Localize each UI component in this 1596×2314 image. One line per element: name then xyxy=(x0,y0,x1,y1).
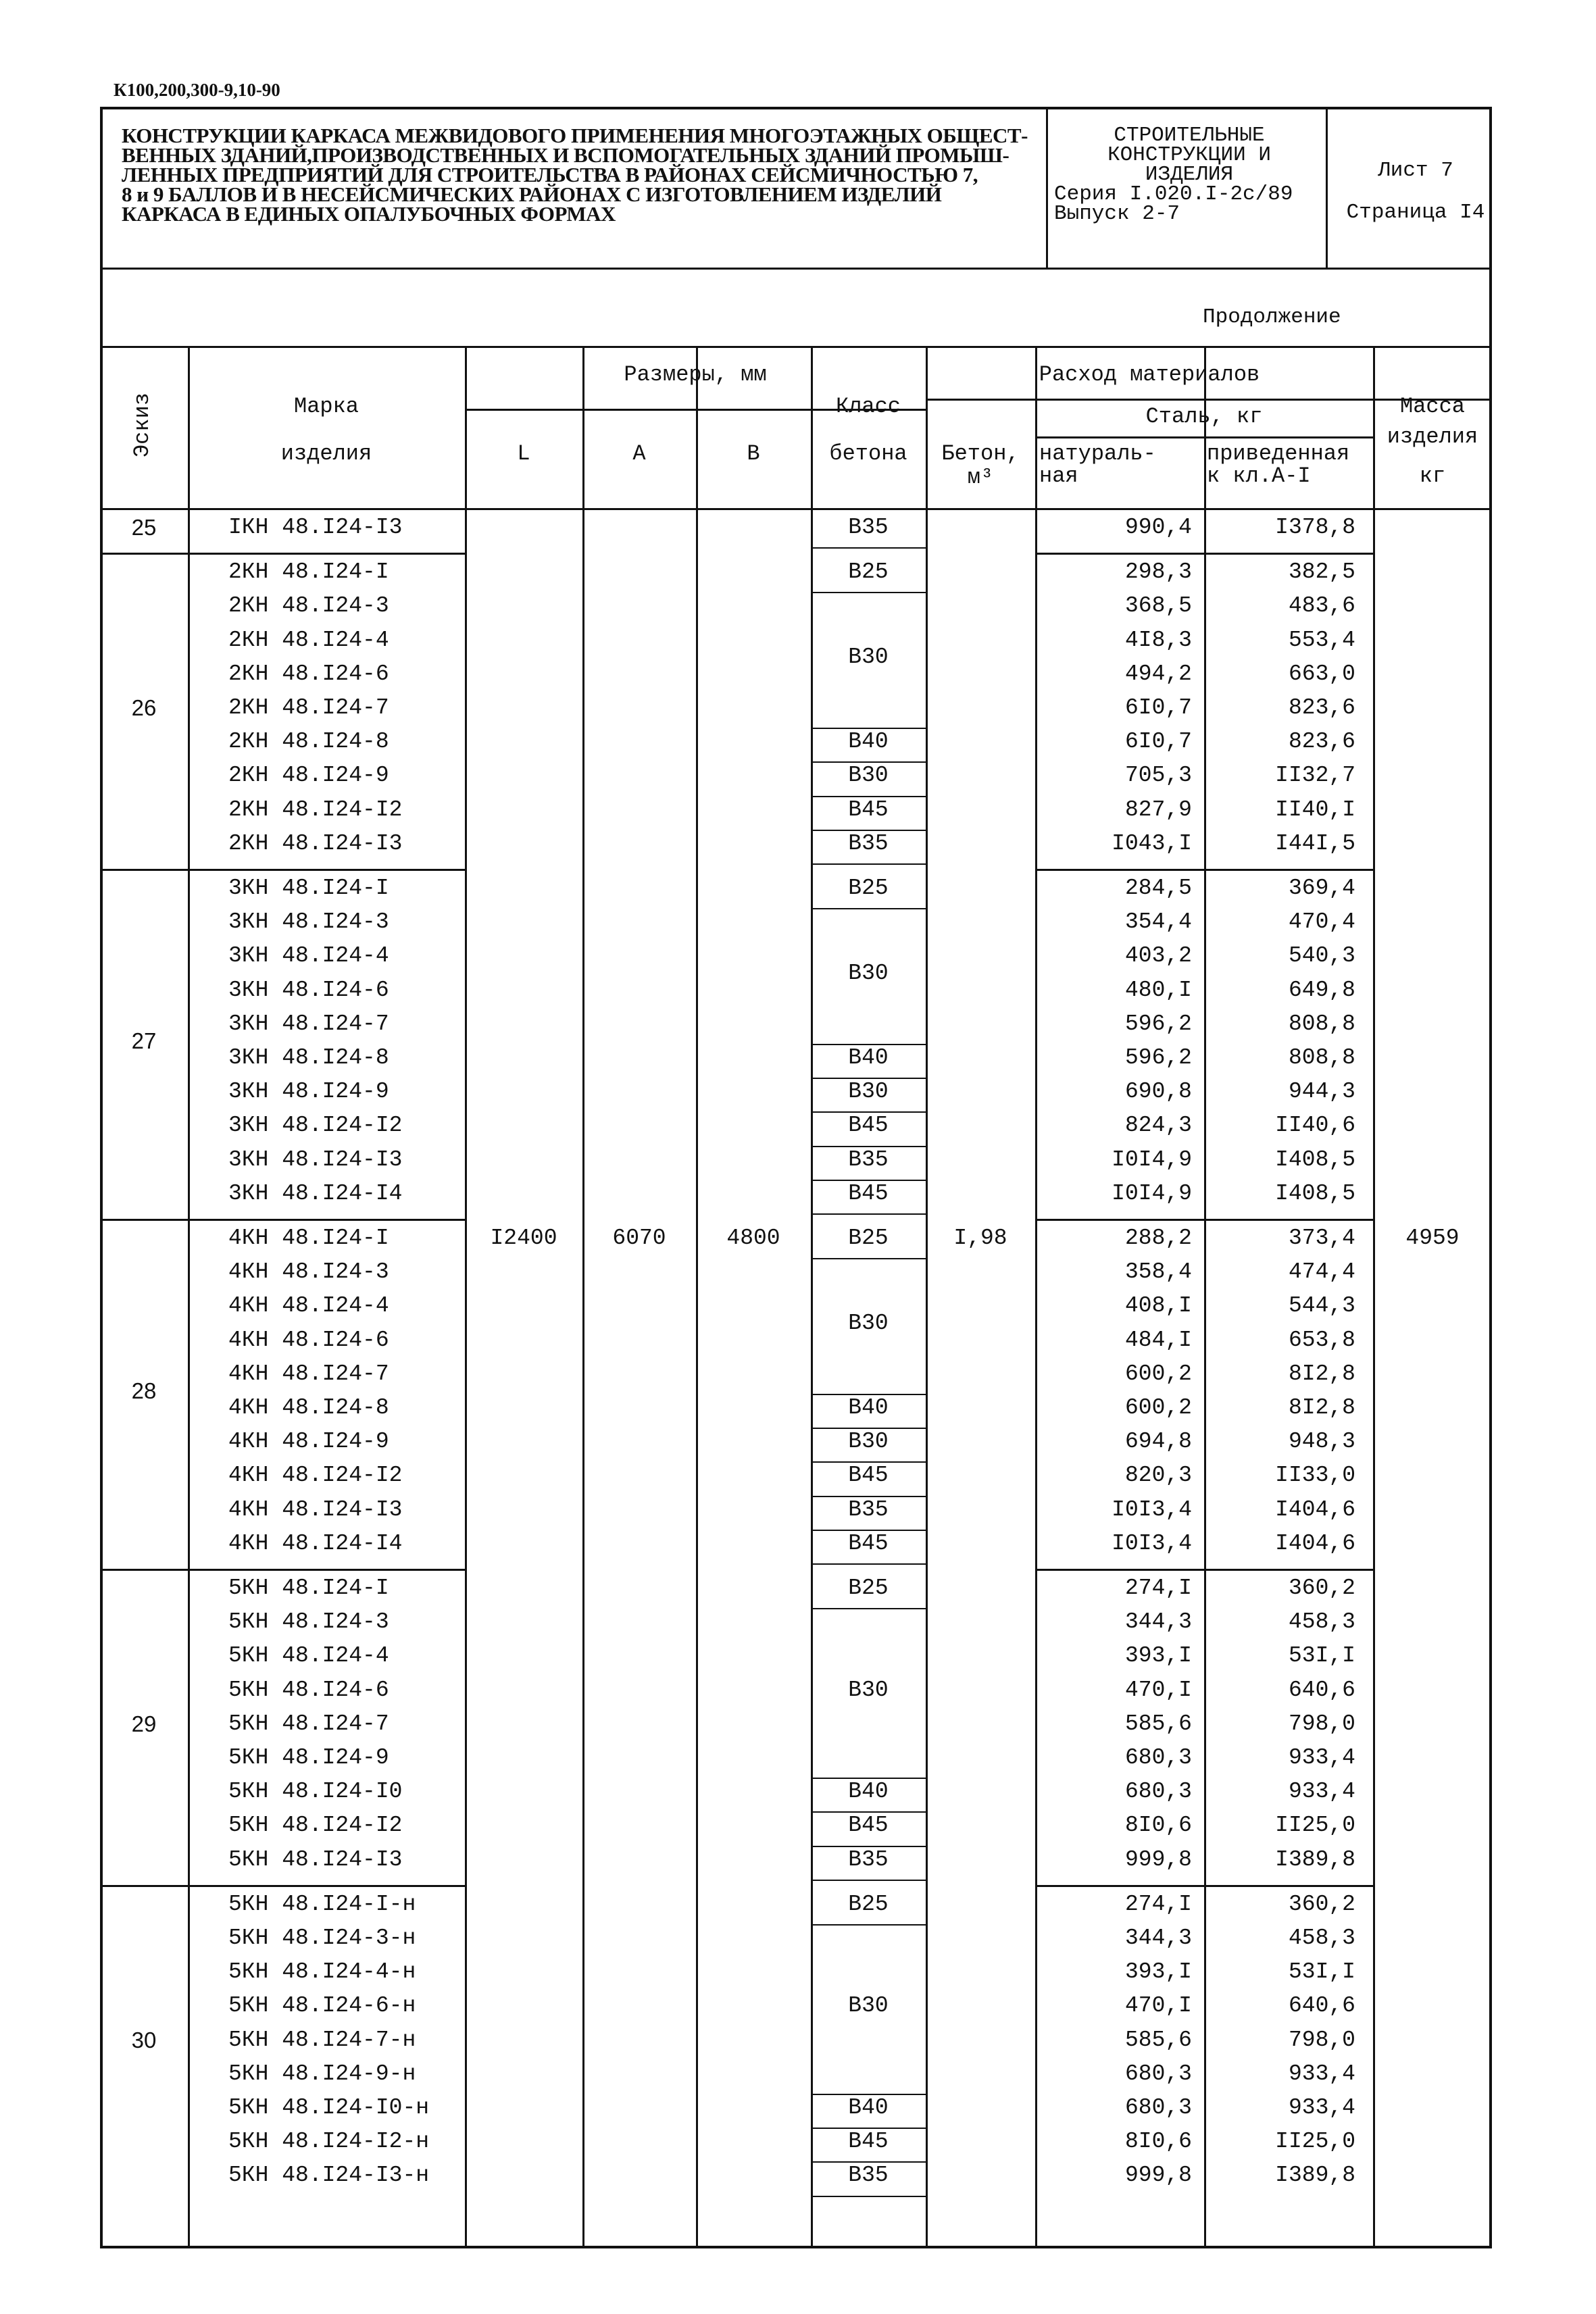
concrete-class: B40 xyxy=(848,729,889,755)
concrete-class: B25 xyxy=(848,1891,889,1917)
product-mark: 5КН 48.I24-I3 xyxy=(228,1846,403,1872)
steel-natural-value: I0I4,9 xyxy=(1112,1147,1192,1172)
product-mark: 3КН 48.I24-I3 xyxy=(228,1147,403,1172)
klass-header-2: бетона xyxy=(829,441,907,466)
steel-natural-value: 470,I xyxy=(1124,1677,1192,1703)
steel-natural-value: 585,6 xyxy=(1124,2027,1192,2053)
product-mark: 4КН 48.I24-I3 xyxy=(228,1496,403,1522)
steel-natural-value: 288,2 xyxy=(1124,1226,1192,1251)
eskiz-header: Эскиз xyxy=(130,393,155,458)
steel-reduced-value: 360,2 xyxy=(1288,1891,1355,1917)
steel-natural-value: 274,I xyxy=(1124,1576,1192,1601)
steel-reduced-value: II33,0 xyxy=(1275,1463,1355,1488)
concrete-class: B45 xyxy=(848,1530,889,1556)
steel-natural-value: 690,8 xyxy=(1124,1079,1192,1105)
concrete-class-rule xyxy=(811,1563,926,1565)
steel-natural-value: 8I0,6 xyxy=(1124,1813,1192,1838)
group-rule xyxy=(1035,1885,1373,1887)
product-mark: 5КН 48.I24-4 xyxy=(228,1643,389,1669)
concrete-class-rule xyxy=(811,863,926,865)
steel-natural-value: 680,3 xyxy=(1124,2095,1192,2120)
steel-reduced-value: 369,4 xyxy=(1288,876,1355,901)
concrete-class: B25 xyxy=(848,876,889,901)
sketch-number: 29 xyxy=(131,1711,157,1736)
concrete-class: B30 xyxy=(848,1429,889,1455)
steel-reduced-value: 470,4 xyxy=(1288,909,1355,935)
group-rule xyxy=(1035,869,1373,871)
title-block-bottom-rule xyxy=(100,268,1492,270)
steel-natural-value: 999,8 xyxy=(1124,1846,1192,1872)
steel-reduced-value: 553,4 xyxy=(1288,627,1355,653)
steel-natural-value: 596,2 xyxy=(1124,1045,1192,1070)
steel-reduced-value: II32,7 xyxy=(1275,763,1355,788)
group-rule xyxy=(100,869,465,871)
steel-reduced-value: 823,6 xyxy=(1288,729,1355,755)
steel-reduced-value: 474,4 xyxy=(1288,1259,1355,1285)
concrete-class-rule xyxy=(811,2196,926,2197)
product-mark: 4КН 48.I24-6 xyxy=(228,1327,389,1353)
concrete-class-rule xyxy=(811,547,926,549)
concrete-class: B30 xyxy=(848,960,889,986)
steel-natural-value: 6I0,7 xyxy=(1124,729,1192,755)
category-line: КОНСТРУКЦИИ И xyxy=(1107,143,1271,167)
steel-natural-value: 705,3 xyxy=(1124,763,1192,788)
title-description-line: ВЕННЫХ ЗДАНИЙ,ПРОИЗВОДСТВЕННЫХ И ВСПОМОГАТЕЛЬНЫХ ЗДАНИЙ ПРОМЫШ- xyxy=(122,143,1009,167)
mass-header: Масса xyxy=(1399,394,1465,419)
steel-reduced-value: 458,3 xyxy=(1288,1609,1355,1635)
steel-reduced-value: I404,6 xyxy=(1275,1496,1355,1522)
steel-natural-value: 484,I xyxy=(1124,1327,1192,1353)
sizes-header: Размеры, мм xyxy=(624,362,767,387)
column-divider-priv xyxy=(1373,346,1375,2248)
steel-reduced-value: 653,8 xyxy=(1288,1327,1355,1353)
steel-natural-value: 585,6 xyxy=(1124,1711,1192,1736)
product-mark: 4КН 48.I24-8 xyxy=(228,1395,389,1420)
steel-natural-value: 284,5 xyxy=(1124,876,1192,901)
title-description-line: КОНСТРУКЦИИ КАРКАСА МЕЖВИДОВОГО ПРИМЕНЕНИЯ МНОГОЭТАЖНЫХ ОБЩЕСТ- xyxy=(122,124,1028,147)
product-mark: 4КН 48.I24-3 xyxy=(228,1259,389,1285)
group-rule xyxy=(100,1219,465,1221)
marka-header-2: изделия xyxy=(280,441,372,466)
steel-reduced-value: 640,6 xyxy=(1288,1677,1355,1703)
steel-natural-value: 999,8 xyxy=(1124,2163,1192,2188)
concrete-class: B45 xyxy=(848,1180,889,1206)
steel-natural-value: 990,4 xyxy=(1124,515,1192,540)
mass-value: 4959 xyxy=(1405,1226,1460,1251)
concrete-class: B25 xyxy=(848,559,889,585)
title-block-divider-2 xyxy=(1326,107,1328,269)
steel-reduced-value: 483,6 xyxy=(1288,593,1355,619)
natural-header: натураль- xyxy=(1039,441,1156,466)
steel-natural-value: 358,4 xyxy=(1124,1259,1192,1285)
concrete-class: B45 xyxy=(848,1463,889,1488)
product-mark: 3КН 48.I24-I4 xyxy=(228,1180,403,1206)
continuation-label: Продолжение xyxy=(1203,305,1341,329)
steel-natural-value: 8I0,6 xyxy=(1124,2129,1192,2155)
steel-natural-value: 596,2 xyxy=(1124,1011,1192,1036)
title-description xyxy=(122,126,1041,224)
sketch-number: 28 xyxy=(131,1378,157,1403)
product-mark: 3КН 48.I24-8 xyxy=(228,1045,389,1070)
steel-natural-value: 470,I xyxy=(1124,1993,1192,2019)
beton-header-unit: м³ xyxy=(967,465,994,490)
title-description-line: ЛЕННЫХ ПРЕДПРИЯТИЙ ДЛЯ СТРОИТЕЛЬСТВА В РАЙОНАХ СЕЙСМИЧНОСТЬЮ 7, xyxy=(122,163,978,186)
steel-reduced-value: 663,0 xyxy=(1288,661,1355,686)
steel-reduced-value: 53I,I xyxy=(1288,1643,1355,1669)
steel-reduced-value: 933,4 xyxy=(1288,2095,1355,2120)
product-mark: 4КН 48.I24-I2 xyxy=(228,1463,403,1488)
product-mark: 5КН 48.I24-7 xyxy=(228,1711,389,1736)
col-L-header: L xyxy=(517,441,530,466)
steel-natural-value: 680,3 xyxy=(1124,1745,1192,1770)
product-mark: 3КН 48.I24-7 xyxy=(228,1011,389,1036)
concrete-class: B35 xyxy=(848,1147,889,1172)
beton-header: Бетон, xyxy=(941,441,1020,466)
steel-natural-value: 694,8 xyxy=(1124,1429,1192,1455)
product-mark: 3КН 48.I24-I xyxy=(228,876,389,901)
column-divider-L xyxy=(582,346,584,2248)
group-rule xyxy=(1035,1569,1373,1571)
group-rule xyxy=(1035,553,1373,555)
concrete-class: B30 xyxy=(848,763,889,788)
concrete-class: B30 xyxy=(848,1079,889,1105)
steel-reduced-value: II40,6 xyxy=(1275,1113,1355,1138)
steel-reduced-value: 933,4 xyxy=(1288,1745,1355,1770)
col-B-header: B xyxy=(747,441,760,466)
concrete-class: B40 xyxy=(848,2095,889,2120)
concrete-class: B35 xyxy=(848,515,889,540)
product-mark: 5КН 48.I24-I0 xyxy=(228,1779,403,1805)
steel-natural-value: 393,I xyxy=(1124,1643,1192,1669)
sketch-number: 26 xyxy=(131,695,157,720)
product-mark: 4КН 48.I24-4 xyxy=(228,1293,389,1319)
steel-natural-value: 4I8,3 xyxy=(1124,627,1192,653)
category-line: СТРОИТЕЛЬНЫЕ xyxy=(1114,124,1265,147)
concrete-class: B40 xyxy=(848,1395,889,1420)
product-mark: 2КН 48.I24-3 xyxy=(228,593,389,619)
mass-header-2: изделия xyxy=(1387,424,1478,449)
concrete-class: B40 xyxy=(848,1779,889,1805)
product-mark: 5КН 48.I24-I-н xyxy=(228,1891,416,1917)
dimension-B-value: 4800 xyxy=(726,1226,780,1251)
product-mark: 2КН 48.I24-6 xyxy=(228,661,389,686)
steel-reduced-value: 544,3 xyxy=(1288,1293,1355,1319)
steel-reduced-value: 458,3 xyxy=(1288,1926,1355,1951)
product-mark: 5КН 48.I24-I3-н xyxy=(228,2163,430,2188)
concrete-class: B35 xyxy=(848,830,889,856)
product-mark: 5КН 48.I24-I0-н xyxy=(228,2095,430,2120)
concrete-volume-value: I,98 xyxy=(953,1226,1007,1251)
concrete-class: B45 xyxy=(848,797,889,822)
product-mark: 4КН 48.I24-9 xyxy=(228,1429,389,1455)
title-description-line: КАРКАСА В ЕДИНЫХ ОПАЛУБОЧНЫХ ФОРМАХ xyxy=(122,202,616,226)
product-mark: 5КН 48.I24-9 xyxy=(228,1745,389,1770)
product-mark: 2КН 48.I24-I2 xyxy=(228,797,403,822)
product-mark: 4КН 48.I24-I4 xyxy=(228,1530,403,1556)
steel-reduced-value: II40,I xyxy=(1275,797,1355,822)
product-mark: 5КН 48.I24-7-н xyxy=(228,2027,416,2053)
product-mark: 2КН 48.I24-8 xyxy=(228,729,389,755)
steel-natural-value: 600,2 xyxy=(1124,1395,1192,1420)
steel-reduced-value: I408,5 xyxy=(1275,1147,1355,1172)
steel-reduced-value: 948,3 xyxy=(1288,1429,1355,1455)
product-mark: 3КН 48.I24-I2 xyxy=(228,1113,403,1138)
column-divider-B xyxy=(811,346,813,2248)
steel-reduced-value: 8I2,8 xyxy=(1288,1395,1355,1420)
steel-natural-value: 274,I xyxy=(1124,1891,1192,1917)
steel-natural-value: 680,3 xyxy=(1124,2061,1192,2086)
length-L-value: I2400 xyxy=(490,1226,557,1251)
steel-natural-value: 680,3 xyxy=(1124,1779,1192,1805)
steel-natural-value: I0I3,4 xyxy=(1112,1496,1192,1522)
steel-reduced-value: I378,8 xyxy=(1275,515,1355,540)
steel-natural-value: 820,3 xyxy=(1124,1463,1192,1488)
page-number: Страница I4 xyxy=(1346,201,1485,224)
group-rule xyxy=(100,1885,465,1887)
steel-reduced-value: I389,8 xyxy=(1275,1846,1355,1872)
product-mark: 5КН 48.I24-I2 xyxy=(228,1813,403,1838)
product-mark: 5КН 48.I24-3 xyxy=(228,1609,389,1635)
product-mark: 5КН 48.I24-3-н xyxy=(228,1926,416,1951)
steel-reduced-value: 808,8 xyxy=(1288,1045,1355,1070)
product-mark: 3КН 48.I24-9 xyxy=(228,1079,389,1105)
steel-natural-value: 824,3 xyxy=(1124,1113,1192,1138)
steel-reduced-value: I404,6 xyxy=(1275,1530,1355,1556)
steel-natural-value: I0I4,9 xyxy=(1112,1180,1192,1206)
issue-number: Выпуск 2-7 xyxy=(1054,202,1180,226)
concrete-class: B30 xyxy=(848,644,889,670)
steel-reduced-value: 798,0 xyxy=(1288,2027,1355,2053)
steel-reduced-value: 373,4 xyxy=(1288,1226,1355,1251)
product-mark: 2КН 48.I24-9 xyxy=(228,763,389,788)
concrete-class-rule xyxy=(811,1213,926,1215)
steel-reduced-value: 8I2,8 xyxy=(1288,1361,1355,1386)
steel-reduced-value: 933,4 xyxy=(1288,1779,1355,1805)
concrete-class: B35 xyxy=(848,2163,889,2188)
steel-reduced-value: 649,8 xyxy=(1288,977,1355,1003)
product-mark: 3КН 48.I24-3 xyxy=(228,909,389,935)
reduced-header: приведенная xyxy=(1207,441,1350,466)
marka-header: Марка xyxy=(293,394,359,419)
product-mark: 5КН 48.I24-I2-н xyxy=(228,2129,430,2155)
steel-reduced-value: 933,4 xyxy=(1288,2061,1355,2086)
steel-natural-value: 408,I xyxy=(1124,1293,1192,1319)
column-divider-A xyxy=(696,346,698,2248)
sketch-number: 27 xyxy=(131,1028,157,1053)
product-mark: 4КН 48.I24-I xyxy=(228,1226,389,1251)
steel-reduced-value: 798,0 xyxy=(1288,1711,1355,1736)
concrete-class: B25 xyxy=(848,1226,889,1251)
sheet-number: Лист 7 xyxy=(1378,159,1453,182)
steel-header: Сталь, кг xyxy=(1145,404,1263,429)
steel-reduced-value: I44I,5 xyxy=(1275,830,1355,856)
steel-natural-value: 480,I xyxy=(1124,977,1192,1003)
product-mark: 5КН 48.I24-4-н xyxy=(228,1959,416,1985)
klass-header: Класс xyxy=(835,394,901,419)
product-mark: 5КН 48.I24-6 xyxy=(228,1677,389,1703)
steel-natural-value: 827,9 xyxy=(1124,797,1192,822)
steel-reduced-value: 53I,I xyxy=(1288,1959,1355,1985)
steel-reduced-value: 382,5 xyxy=(1288,559,1355,585)
concrete-class: B45 xyxy=(848,2129,889,2155)
steel-natural-value: 344,3 xyxy=(1124,1926,1192,1951)
concrete-class: B45 xyxy=(848,1813,889,1838)
group-rule xyxy=(100,1569,465,1571)
concrete-class-rule xyxy=(811,1258,926,1259)
steel-natural-value: I0I3,4 xyxy=(1112,1530,1192,1556)
materials-header: Расход материалов xyxy=(1039,362,1260,387)
col-A-header: A xyxy=(632,441,646,466)
column-divider-marka xyxy=(465,346,467,2248)
concrete-class: B35 xyxy=(848,1846,889,1872)
steel-reduced-value: I389,8 xyxy=(1275,2163,1355,2188)
natural-header-2: ная xyxy=(1039,463,1078,488)
concrete-class: B30 xyxy=(848,1310,889,1336)
product-mark: 5КН 48.I24-9-н xyxy=(228,2061,416,2086)
product-mark: IКН 48.I24-I3 xyxy=(228,515,403,540)
concrete-class-rule xyxy=(811,1880,926,1881)
concrete-class: B35 xyxy=(848,1496,889,1522)
steel-natural-value: 298,3 xyxy=(1124,559,1192,585)
group-rule xyxy=(100,553,465,555)
title-block-divider-1 xyxy=(1046,107,1048,269)
product-mark: 3КН 48.I24-6 xyxy=(228,977,389,1003)
table-top-rule xyxy=(100,346,1492,348)
steel-natural-value: 6I0,7 xyxy=(1124,695,1192,720)
mass-header-3: кг xyxy=(1419,463,1446,488)
steel-reduced-value: 540,3 xyxy=(1288,943,1355,969)
concrete-class: B30 xyxy=(848,1993,889,2019)
concrete-class-rule xyxy=(811,1608,926,1609)
column-divider-eskiz xyxy=(188,346,190,2248)
document-code: К100,200,300-9,10-90 xyxy=(114,80,280,100)
steel-reduced-value: 360,2 xyxy=(1288,1576,1355,1601)
series-number: Серия I.020.I-2с/89 xyxy=(1054,182,1293,206)
steel-natural-value: 403,2 xyxy=(1124,943,1192,969)
steel-subheader-rule xyxy=(1035,436,1373,438)
steel-natural-value: 393,I xyxy=(1124,1959,1192,1985)
concrete-class: B40 xyxy=(848,1045,889,1070)
steel-reduced-value: II25,0 xyxy=(1275,2129,1355,2155)
steel-reduced-value: 640,6 xyxy=(1288,1993,1355,2019)
concrete-class-rule xyxy=(811,592,926,593)
sketch-number: 30 xyxy=(131,2027,157,2053)
steel-natural-value: 494,2 xyxy=(1124,661,1192,686)
product-mark: 5КН 48.I24-6-н xyxy=(228,1993,416,2019)
series-block xyxy=(1054,126,1324,224)
concrete-class: B30 xyxy=(848,1677,889,1703)
category-line: ИЗДЕЛИЯ xyxy=(1145,163,1234,186)
steel-reduced-value: 808,8 xyxy=(1288,1011,1355,1036)
product-mark: 2КН 48.I24-4 xyxy=(228,627,389,653)
steel-reduced-value: 823,6 xyxy=(1288,695,1355,720)
product-mark: 3КН 48.I24-4 xyxy=(228,943,389,969)
steel-natural-value: I043,I xyxy=(1112,830,1192,856)
sketch-number: 25 xyxy=(131,515,157,540)
steel-reduced-value: 944,3 xyxy=(1288,1079,1355,1105)
product-mark: 2КН 48.I24-I xyxy=(228,559,389,585)
product-mark: 5КН 48.I24-I xyxy=(228,1576,389,1601)
steel-natural-value: 344,3 xyxy=(1124,1609,1192,1635)
header-bottom-rule xyxy=(100,508,1492,510)
concrete-class-rule xyxy=(811,908,926,909)
steel-natural-value: 354,4 xyxy=(1124,909,1192,935)
concrete-class: B25 xyxy=(848,1576,889,1601)
product-mark: 2КН 48.I24-7 xyxy=(228,695,389,720)
concrete-class-rule xyxy=(811,1924,926,1926)
title-description-line: 8 и 9 БАЛЛОВ И В НЕСЕЙСМИЧЕСКИХ РАЙОНАХ С ИЗГОТОВЛЕНИЕМ ИЗДЕЛИЙ xyxy=(122,182,942,206)
steel-natural-value: 368,5 xyxy=(1124,593,1192,619)
column-divider-klass xyxy=(926,346,928,2248)
concrete-class: B45 xyxy=(848,1113,889,1138)
reduced-header-2: к кл.А-I xyxy=(1207,463,1311,488)
steel-reduced-value: II25,0 xyxy=(1275,1813,1355,1838)
dimension-A-value: 6070 xyxy=(612,1226,666,1251)
sheet-block xyxy=(1341,150,1490,234)
steel-reduced-value: I408,5 xyxy=(1275,1180,1355,1206)
product-mark: 2КН 48.I24-I3 xyxy=(228,830,403,856)
group-rule xyxy=(1035,1219,1373,1221)
product-mark: 4КН 48.I24-7 xyxy=(228,1361,389,1386)
steel-natural-value: 600,2 xyxy=(1124,1361,1192,1386)
